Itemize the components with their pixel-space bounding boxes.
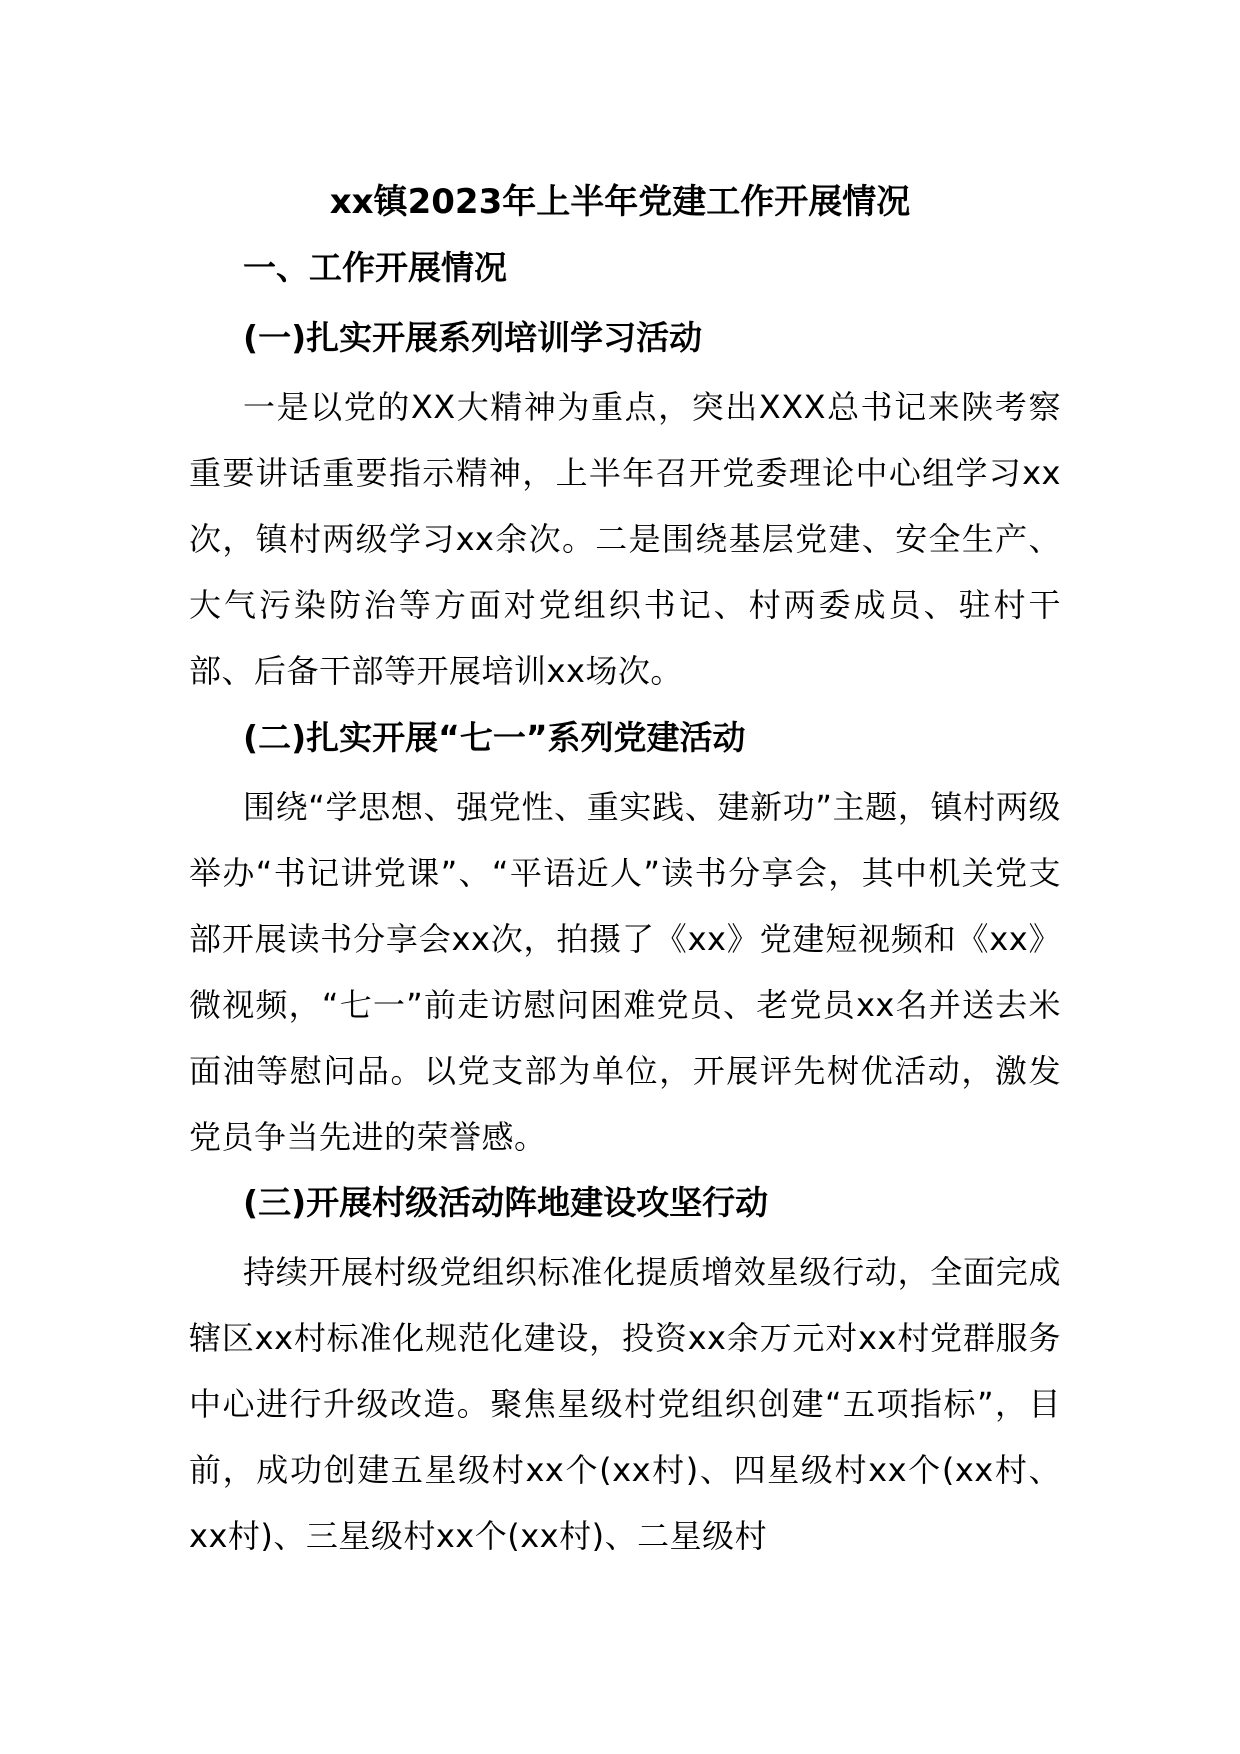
subsection-paragraph-2: 围绕“学思想、强党性、重实践、建新功”主题，镇村两级举办“书记讲党课”、“平语近人”读书分享会，其中机关党支部开展读书分享会xx次，拍摄了《xx》党建短视频和《xx》微视频，“七一”前走访慰问困难党员、老党员xx名并送去米面油等慰问品。以党支部为单位，开展评先树优活动，激发党员争当先进的荣誉感。 xyxy=(189,788,1061,1156)
subsection-heading-3: (三)开展村级活动阵地建设攻坚行动 xyxy=(243,1183,769,1222)
document-title: xx镇2023年上半年党建工作开展情况 xyxy=(329,182,911,222)
subsection-paragraph-3: 持续开展村级党组织标准化提质增效星级行动，全面完成辖区xx村标准化规范化建设，投资xx余万元对xx村党群服务中心进行升级改造。聚焦星级村党组织创建“五项指标”，目前，成功创建五星级村xx个(xx村)、四星级村xx个(xx村、xx村)、三星级村xx个(xx村)、二星级村 xyxy=(189,1253,1061,1555)
section-heading-1: 一、工作开展情况 xyxy=(243,248,507,287)
subsection-heading-2: (二)扎实开展“七一”系列党建活动 xyxy=(243,718,746,757)
subsection-paragraph-1: 一是以党的XX大精神为重点，突出XXX总书记来陕考察重要讲话重要指示精神，上半年召开党委理论中心组学习xx次，镇村两级学习xx余次。二是围绕基层党建、安全生产、大气污染防治等方面对党组织书记、村两委成员、驻村干部、后备干部等开展培训xx场次。 xyxy=(189,388,1061,690)
subsection-heading-1: (一)扎实开展系列培训学习活动 xyxy=(243,318,703,357)
